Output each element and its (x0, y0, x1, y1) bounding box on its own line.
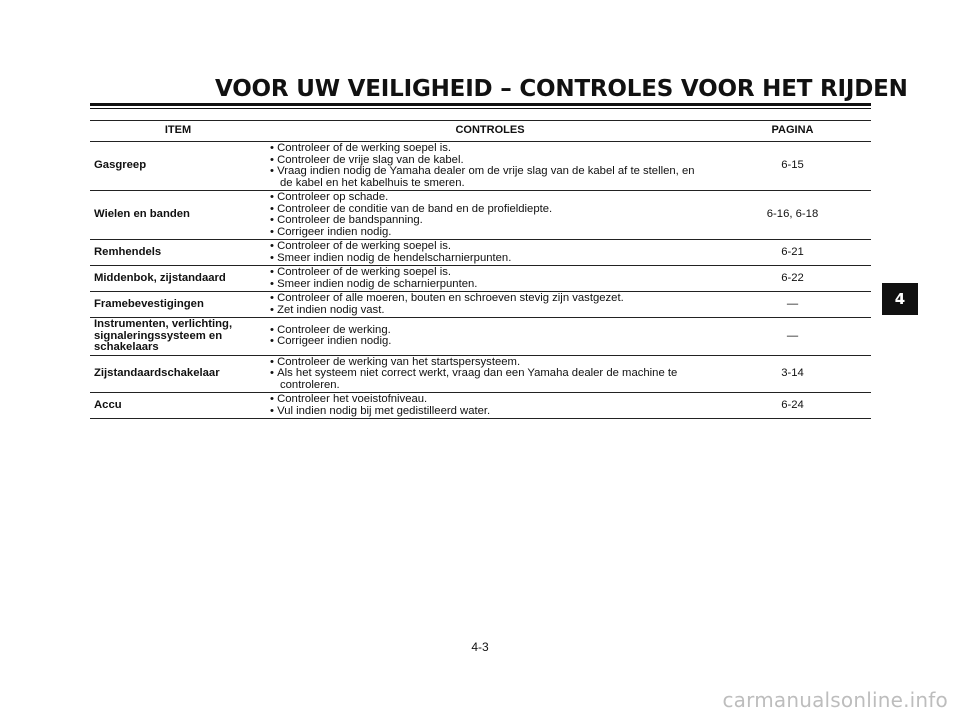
check-item: • Controleer of de werking soepel is. (270, 143, 710, 155)
row-page: 6-21 (714, 240, 871, 266)
checks-table (90, 120, 871, 419)
check-item: • Controleer op schade. (270, 192, 710, 204)
check-item: • Smeer indien nodig de hendelscharnierpunten. (270, 253, 710, 265)
row-item: Wielen en banden (90, 191, 266, 240)
check-item: • Smeer indien nodig de scharnierpunten. (270, 279, 710, 291)
row-page: 6-24 (714, 393, 871, 419)
row-page: 3-14 (714, 355, 871, 393)
table-row (90, 355, 871, 393)
check-item: • Controleer de bandspanning. (270, 215, 710, 227)
check-item: • Controleer of de werking soepel is. (270, 241, 710, 253)
table-row (90, 142, 871, 191)
check-item: • Zet indien nodig vast. (270, 305, 710, 317)
page-number: 4-3 (471, 640, 489, 654)
check-item: • Corrigeer indien nodig. (270, 336, 710, 348)
row-page: — (714, 318, 871, 356)
row-checks (266, 142, 714, 191)
table-row (90, 318, 871, 356)
row-page: 6-22 (714, 266, 871, 292)
watermark: carmanualsonline.info (722, 688, 948, 712)
row-item: Zijstandaardschakelaar (90, 355, 266, 393)
row-checks (266, 191, 714, 240)
row-item: Gasgreep (90, 142, 266, 191)
column-header-item: ITEM (90, 121, 266, 142)
check-item: • Controleer het voeistofniveau. (270, 394, 710, 406)
row-item: Instrumenten, verlichting, signaleringssysteem en schakelaars (90, 318, 266, 356)
check-item: • Corrigeer indien nodig. (270, 227, 710, 239)
row-checks (266, 393, 714, 419)
table-body (90, 142, 871, 419)
check-item: • Vul indien nodig bij met gedistilleerd water. (270, 406, 710, 418)
row-item: Middenbok, zijstandaard (90, 266, 266, 292)
check-item: • Als het systeem niet correct werkt, vraag dan een Yamaha dealer de machine te controleren. (270, 368, 710, 391)
row-page: 6-15 (714, 142, 871, 191)
column-header-checks: CONTROLES (266, 121, 714, 142)
check-item: • Controleer de werking van het startspersysteem. (270, 357, 710, 369)
check-item: • Controleer de conditie van de band en de profieldiepte. (270, 204, 710, 216)
table-row (90, 266, 871, 292)
row-checks (266, 240, 714, 266)
table-row (90, 191, 871, 240)
check-item: • Controleer of de werking soepel is. (270, 267, 710, 279)
title-rule-thin (90, 108, 871, 109)
check-item: • Controleer de vrije slag van de kabel. (270, 155, 710, 167)
row-checks (266, 266, 714, 292)
column-header-page: PAGINA (714, 121, 871, 142)
row-item: Accu (90, 393, 266, 419)
table-row (90, 292, 871, 318)
title-rule-thick (90, 103, 871, 106)
table-header-row (90, 121, 871, 142)
table-row (90, 393, 871, 419)
check-item: • Controleer of alle moeren, bouten en schroeven stevig zijn vastgezet. (270, 293, 710, 305)
page-title: VOOR UW VEILIGHEID – CONTROLES VOOR HET RIJDEN (215, 76, 908, 102)
row-page: — (714, 292, 871, 318)
check-item: • Controleer de werking. (270, 325, 710, 337)
row-item: Remhendels (90, 240, 266, 266)
row-checks (266, 355, 714, 393)
row-item: Framebevestigingen (90, 292, 266, 318)
row-checks (266, 318, 714, 356)
row-page: 6-16, 6-18 (714, 191, 871, 240)
table-row (90, 240, 871, 266)
chapter-tab: 4 (882, 283, 918, 315)
row-checks (266, 292, 714, 318)
check-item: • Vraag indien nodig de Yamaha dealer om de vrije slag van de kabel af te stellen, en de kabel en het kabelhuis te smeren. (270, 166, 710, 189)
